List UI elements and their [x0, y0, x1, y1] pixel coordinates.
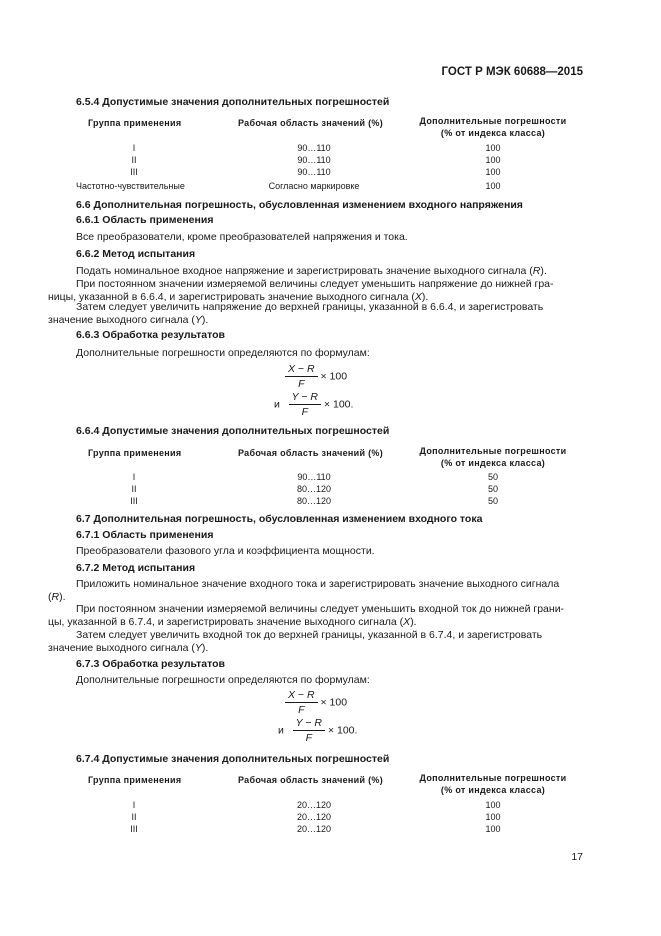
table-cell-error: 100 — [485, 800, 501, 810]
section-6-7-1-title: 6.7.1 Область применения — [76, 529, 214, 541]
table-cell-range: 90…110 — [297, 472, 331, 482]
document-id: ГОСТ Р МЭК 60688—2015 — [441, 66, 583, 78]
table-cell-range: 80…120 — [296, 496, 332, 506]
table-cell-error: 100 — [485, 824, 501, 834]
section-6-7-1-text: Преобразователи фазового угла и коэффициента мощности. — [76, 545, 375, 557]
table-cell-group: I — [132, 800, 136, 810]
table-cell-range: 90…110 — [297, 143, 331, 153]
table-cell-group: III — [130, 496, 138, 506]
table-cell-range: 20…120 — [296, 824, 332, 834]
table-cell-error: 100 — [485, 812, 501, 822]
formula-y: и $\frac{Y - R}{F}$ × 100. — [274, 391, 354, 418]
section-6-6-2-title: 6.6.2 Метод испытания — [76, 248, 196, 260]
table-header-error: Дополнительные погрешности — [419, 116, 567, 126]
section-6-7-title: 6.7 Дополнительная погрешность, обусловленная изменением входного тока — [76, 513, 483, 525]
table-cell-error: 50 — [487, 484, 499, 494]
section-6-7-2-title: 6.7.2 Метод испытания — [76, 562, 196, 574]
table-cell-range: 90…110 — [297, 155, 331, 165]
paragraph-line: При постоянном значении измеряемой величины следует уменьшить входной ток до нижней грани- — [76, 603, 565, 615]
fraction: $\frac{X - R}{F}$ — [285, 362, 318, 391]
table-header-group: Группа применения — [88, 775, 182, 785]
paragraph-line: Затем следует увеличить напряжение до верхней границы, указанной в 6.6.4, и зарегистровать — [76, 301, 544, 313]
table-cell-range: 20…120 — [296, 800, 332, 810]
table-cell-error: 50 — [487, 496, 499, 506]
table-header-group: Группа применения — [88, 118, 182, 128]
table-header-error-unit: (% от индекса класса) — [440, 785, 546, 795]
table-header-error: Дополнительные погрешности — [419, 446, 567, 456]
table-header-error-unit: (% от индекса класса) — [440, 128, 546, 138]
table-header-error-unit: (% от индекса класса) — [440, 458, 546, 468]
table-cell-error: 50 — [487, 472, 499, 482]
paragraph: Подать номинальное входное напряжение и зарегистрировать значение выходного сигнала (R). — [76, 265, 547, 277]
table-cell-error: 100 — [485, 143, 501, 153]
section-6-6-4-title: 6.6.4 Допустимые значения дополнительных погрешностей — [76, 425, 390, 437]
section-6-6-title: 6.6 Дополнительная погрешность, обусловленная изменением входного напряжения — [76, 199, 523, 211]
table-cell-error: 100 — [485, 167, 501, 177]
table-cell-error: 100 — [485, 181, 501, 191]
table-cell-group: III — [130, 824, 138, 834]
section-6-7-3-title: 6.7.3 Обработка результатов — [76, 658, 225, 670]
section-6-7-4-title: 6.7.4 Допустимые значения дополнительных погрешностей — [76, 753, 390, 765]
section-6-6-3-title: 6.6.3 Обработка результатов — [76, 329, 225, 341]
fraction: $\frac{X - R}{F}$ — [285, 688, 318, 717]
section-6-6-3-text: Дополнительные погрешности определяются по формулам: — [76, 347, 370, 359]
table-cell-range: 80…120 — [296, 484, 332, 494]
page-number: 17 — [571, 851, 583, 863]
formula-y: и $\frac{Y - R}{F}$ × 100. — [278, 717, 358, 744]
paragraph-line: Затем следует увеличить входной ток до верхней границы, указанной в 6.7.4, и зарегистровать — [76, 629, 543, 641]
table-cell-group: II — [131, 484, 137, 494]
section-6-6-1-title: 6.6.1 Область применения — [76, 214, 214, 226]
formula-x: $\frac{X - R}{F}$ × 100 — [285, 688, 347, 717]
paragraph-line: значение выходного сигнала (Y). — [48, 642, 209, 654]
table-cell-range: 90…110 — [297, 167, 331, 177]
table-cell-group: III — [130, 167, 138, 177]
section-6-5-4-title: 6.5.4 Допустимые значения дополнительных погрешностей — [76, 96, 390, 108]
table-cell-group: I — [132, 472, 136, 482]
table-cell-range: Согласно маркировке — [268, 181, 360, 191]
table-cell-group: I — [132, 143, 136, 153]
section-6-7-3-text: Дополнительные погрешности определяются по формулам: — [76, 674, 370, 686]
fraction: $\frac{Y - R}{F}$ — [289, 390, 321, 419]
fraction: $\frac{Y - R}{F}$ — [293, 716, 325, 745]
paragraph-line: значение выходного сигнала (Y). — [48, 314, 209, 326]
paragraph-line: Приложить номинальное значение входного тока и зарегистрировать значение выходного сигнала — [76, 578, 560, 590]
table-header-range: Рабочая область значений (%) — [238, 118, 384, 128]
table-cell-error: 100 — [485, 155, 501, 165]
table-header-range: Рабочая область значений (%) — [238, 775, 384, 785]
paragraph-line: (R). — [48, 591, 66, 603]
table-header-range: Рабочая область значений (%) — [238, 448, 384, 458]
formula-x: $\frac{X - R}{F}$ × 100 — [285, 362, 347, 391]
paragraph-line: ницы, указанной в 6.6.4, и зарегистрировать значение выходного сигнала (X). — [48, 291, 429, 303]
table-cell-group: II — [131, 812, 137, 822]
section-6-6-1-text: Все преобразователи, кроме преобразователей напряжения и тока. — [76, 231, 408, 243]
table-header-error: Дополнительные погрешности — [419, 773, 567, 783]
table-header-group: Группа применения — [88, 448, 182, 458]
table-cell-group: II — [131, 155, 137, 165]
table-cell-group: Частотно-чувствительные — [76, 181, 185, 191]
paragraph-line: При постоянном значении измеряемой величины следует уменьшить напряжение до нижней гра- — [76, 278, 554, 290]
table-cell-range: 20…120 — [296, 812, 332, 822]
paragraph-line: цы, указанной в 6.7.4, и зарегистрировать значение выходного сигнала (X). — [48, 616, 417, 628]
